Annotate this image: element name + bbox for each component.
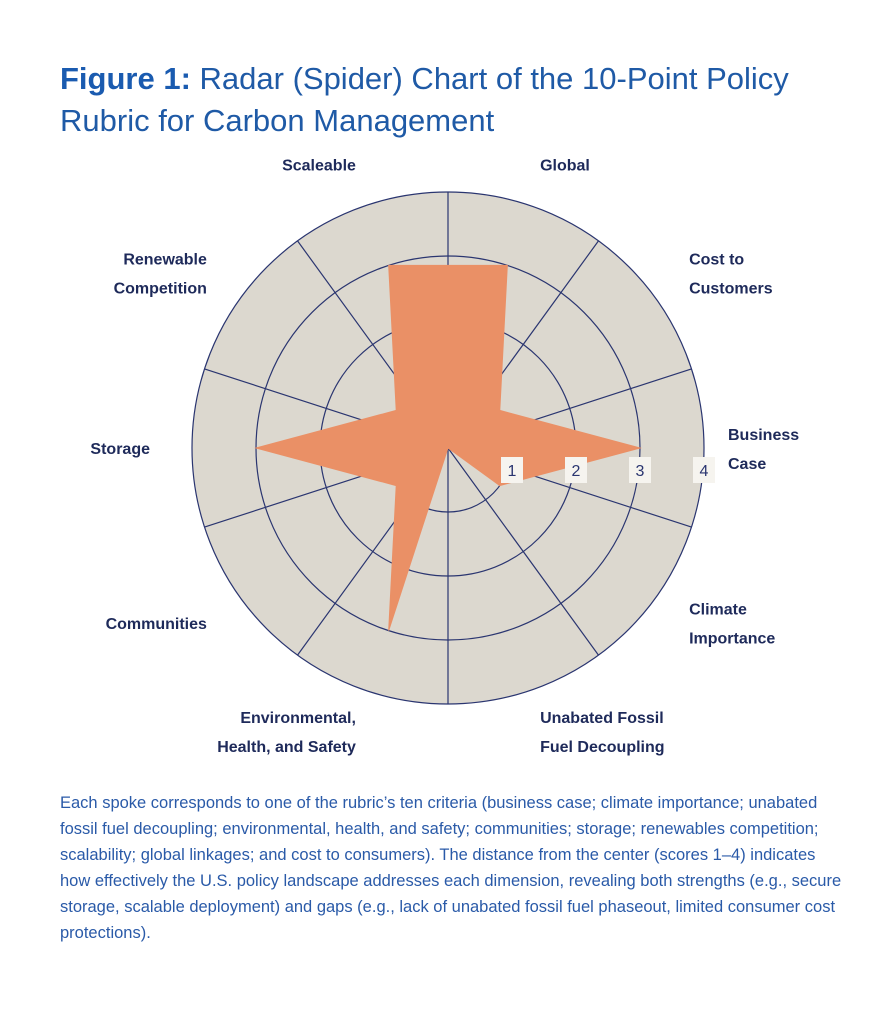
- radar-axis-label-10: [689, 251, 773, 297]
- radar-axis-label-line: Climate: [689, 601, 747, 619]
- radar-axis-label-8: [282, 158, 356, 175]
- radar-tick-label-2: 2: [571, 463, 581, 480]
- radar-axis-label-3: [540, 710, 664, 756]
- radar-axis-label-line: Cost to: [689, 251, 745, 269]
- radar-axis-label-line: Scaleable: [282, 157, 356, 175]
- radar-axis-label-line: Environmental,: [240, 709, 356, 727]
- radar-axis-label-line: Business: [728, 427, 800, 444]
- figure-label: Figure 1:: [60, 61, 191, 96]
- radar-axis-label-line: Health, and Safety: [217, 738, 356, 756]
- radar-axis-label-line: Global: [540, 157, 590, 175]
- radar-axis-label-9: [540, 158, 590, 175]
- radar-axis-label-line: Customers: [689, 280, 773, 298]
- radar-tick-label-1: 1: [507, 463, 517, 480]
- radar-axis-label-7: [114, 251, 207, 297]
- radar-axis-label-line: Renewable: [123, 251, 207, 269]
- radar-axis-label-line: Storage: [90, 441, 150, 458]
- figure-caption: Each spoke corresponds to one of the rubric’s ten criteria (business case; climate importance; unabated fossil fuel decoupling; environmental, health, and safety; communities; storage; renewables competition; scalability; global linkages; and cost to consumers). The distance from the center (scores 1–4) indicates how effectively the U.S. policy landscape addresses each dimension, revealing both strengths (e.g., secure storage, scalable deployment) and gaps (e.g., lack of unabated fossil fuel phaseout, limited consumer cost protections).: [60, 794, 842, 942]
- radar-axis-label-line: Competition: [113, 280, 207, 298]
- radar-axis-label-line: Case: [728, 456, 767, 473]
- radar-axis-label-line: Fuel Decoupling: [540, 738, 665, 756]
- figure-title-text: Radar (Spider) Chart of the 10-Point Policy Rubric for Carbon Management: [60, 61, 789, 138]
- radar-axis-label-4: [217, 710, 356, 756]
- radar-axis-label-line: Communities: [105, 616, 207, 634]
- radar-axis-label-1: [728, 427, 799, 473]
- radar-tick-label-4: 4: [699, 463, 709, 480]
- radar-axis-label-line: Unabated Fossil: [540, 709, 664, 727]
- radar-axis-label-line: Importance: [689, 630, 776, 648]
- radar-axis-label-5: [106, 616, 207, 633]
- radar-tick-label-3: 3: [635, 463, 645, 480]
- radar-axis-label-2: [689, 602, 775, 648]
- radar-axis-label-6: [90, 441, 150, 458]
